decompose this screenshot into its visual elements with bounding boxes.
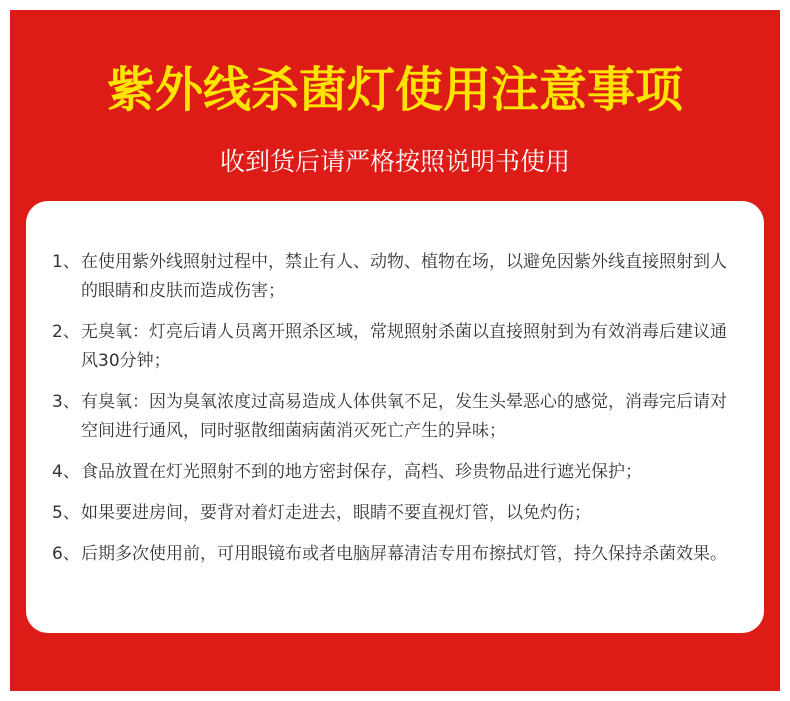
note-item: [52, 388, 738, 446]
note-number: 2、: [52, 322, 80, 342]
note-text: 如果要进房间，要背对着灯走进去，眼睛不要直视灯管，以免灼伤；: [81, 503, 591, 523]
note-number: 5、: [52, 503, 80, 523]
page-title: 紫外线杀菌灯使用注意事项: [106, 62, 683, 118]
page-subtitle: 收到货后请严格按照说明书使用: [219, 147, 570, 176]
note-item: [52, 458, 738, 487]
note-number: 6、: [52, 544, 80, 564]
note-number: 3、: [52, 392, 80, 412]
note-item: [52, 318, 738, 376]
note-text: 无臭氧：灯亮后请人员离开照杀区域，常规照射杀菌以直接照射到为有效消毒后建议通风30分钟；: [81, 322, 727, 371]
notes-card: [26, 201, 764, 633]
note-number: 1、: [52, 252, 80, 272]
note-item: [52, 248, 738, 306]
note-number: 4、: [52, 462, 80, 482]
note-item: [52, 540, 738, 569]
note-text: 食品放置在灯光照射不到的地方密封保存，高档、珍贵物品进行遮光保护；: [81, 462, 642, 482]
note-text: 后期多次使用前，可用眼镜布或者电脑屏幕清洁专用布擦拭灯管，持久保持杀菌效果。: [81, 544, 727, 564]
red-panel: [10, 10, 780, 691]
note-text: 在使用紫外线照射过程中，禁止有人、动物、植物在场，以避免因紫外线直接照射到人的眼睛和皮肤而造成伤害；: [81, 252, 727, 301]
note-item: [52, 499, 738, 528]
note-text: 有臭氧：因为臭氧浓度过高易造成人体供氧不足，发生头晕恶心的感觉，消毒完后请对空间进行通风，同时驱散细菌病菌消灭死亡产生的异味；: [81, 392, 727, 441]
